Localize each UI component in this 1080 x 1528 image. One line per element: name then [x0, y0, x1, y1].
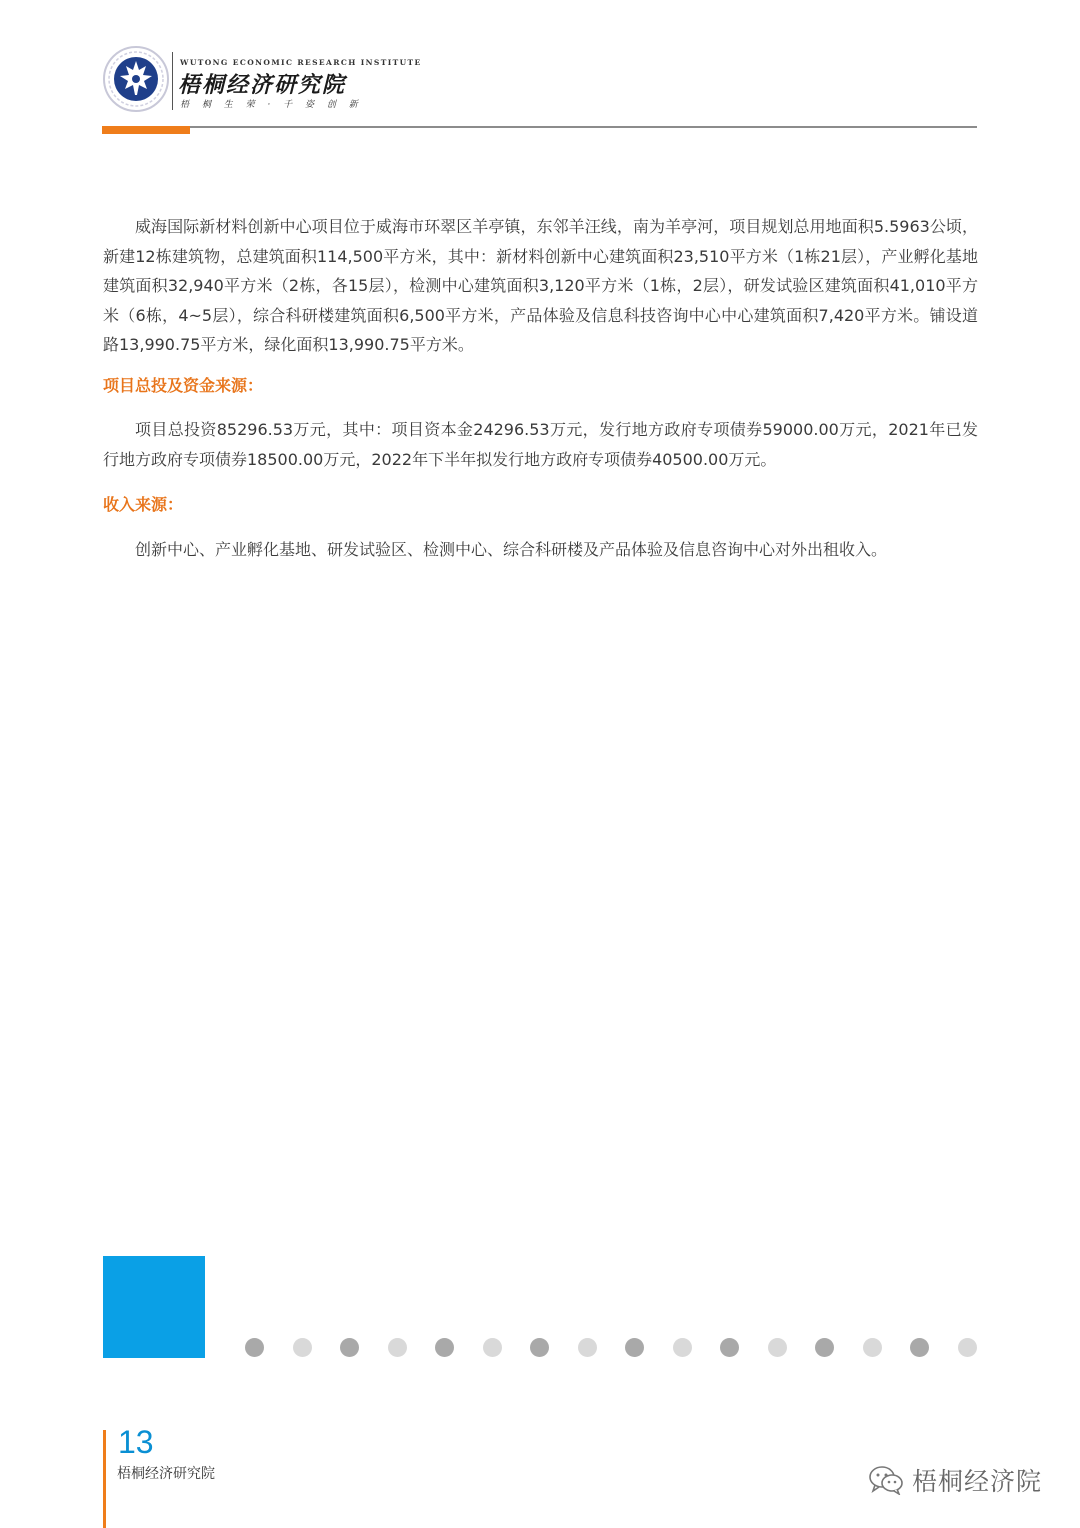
decorative-dot: [483, 1338, 502, 1357]
header-accent-bar: [102, 126, 190, 134]
decorative-dot-row: [245, 1338, 980, 1358]
org-name-english: WUTONG ECONOMIC RESEARCH INSTITUTE: [180, 58, 422, 67]
header-rule: [102, 126, 977, 128]
footer-org-name: 梧桐经济研究院: [117, 1466, 215, 1482]
decorative-dot: [388, 1338, 407, 1357]
decorative-dot: [625, 1338, 644, 1357]
watermark-text: 梧桐经济院: [912, 1467, 1043, 1496]
decorative-dot: [910, 1338, 929, 1357]
decorative-dot: [435, 1338, 454, 1357]
decorative-dot: [958, 1338, 977, 1357]
org-name-chinese: 梧桐经济研究院: [178, 72, 347, 98]
income-paragraph: 创新中心、产业孵化基地、研发试验区、检测中心、综合科研楼及产品体验及信息咨询中心对外出租收入。: [135, 540, 888, 559]
decorative-dot: [245, 1338, 264, 1357]
investment-paragraph: 项目总投资85296.53万元，其中：项目资本金24296.53万元，发行地方政府专项债券59000.00万元，2021年已发行地方政府专项债券18500.00万元，2022年下半年拟发行地方政府专项债券40500.00万元。: [103, 420, 978, 469]
decorative-dot: [720, 1338, 739, 1357]
logo-divider: [172, 52, 173, 110]
decorative-dot: [768, 1338, 787, 1357]
decorative-dot: [340, 1338, 359, 1357]
maple-leaf-emblem-icon: [102, 45, 170, 113]
page-number: 13: [118, 1424, 154, 1460]
decorative-dot: [673, 1338, 692, 1357]
decorative-dot: [815, 1338, 834, 1357]
investment-heading: 项目总投及资金来源：: [103, 376, 264, 395]
decorative-dot: [578, 1338, 597, 1357]
org-slogan: 梧 桐 生 荣 · 千 姿 创 新: [180, 100, 363, 110]
wechat-watermark: [868, 1462, 1042, 1498]
decorative-dot: [530, 1338, 549, 1357]
wechat-icon: [868, 1465, 904, 1495]
project-description-paragraph: 威海国际新材料创新中心项目位于威海市环翠区羊亭镇，东邻羊汪线，南为羊亭河，项目规划总用地面积5.5963公顷，新建12栋建筑物，总建筑面积114,500平方米，其中：新材料创新中心建筑面积23,510平方米（1栋21层），产业孵化基地建筑面积32,940平方米（2栋，各15层），检测中心建筑面积3,120平方米（1栋，2层），研发试验区建筑面积41,010平方米（6栋，4~5层），综合科研楼建筑面积6,500平方米，产品体验及信息科技咨询中心中心建筑面积7,420平方米。铺设道路13,990.75平方米，绿化面积13,990.75平方米。: [103, 217, 978, 354]
decorative-dot: [293, 1338, 312, 1357]
decorative-dot: [863, 1338, 882, 1357]
blue-decorative-block: [103, 1256, 205, 1358]
footer-accent-bar: [103, 1430, 106, 1528]
income-heading: 收入来源：: [103, 495, 184, 514]
